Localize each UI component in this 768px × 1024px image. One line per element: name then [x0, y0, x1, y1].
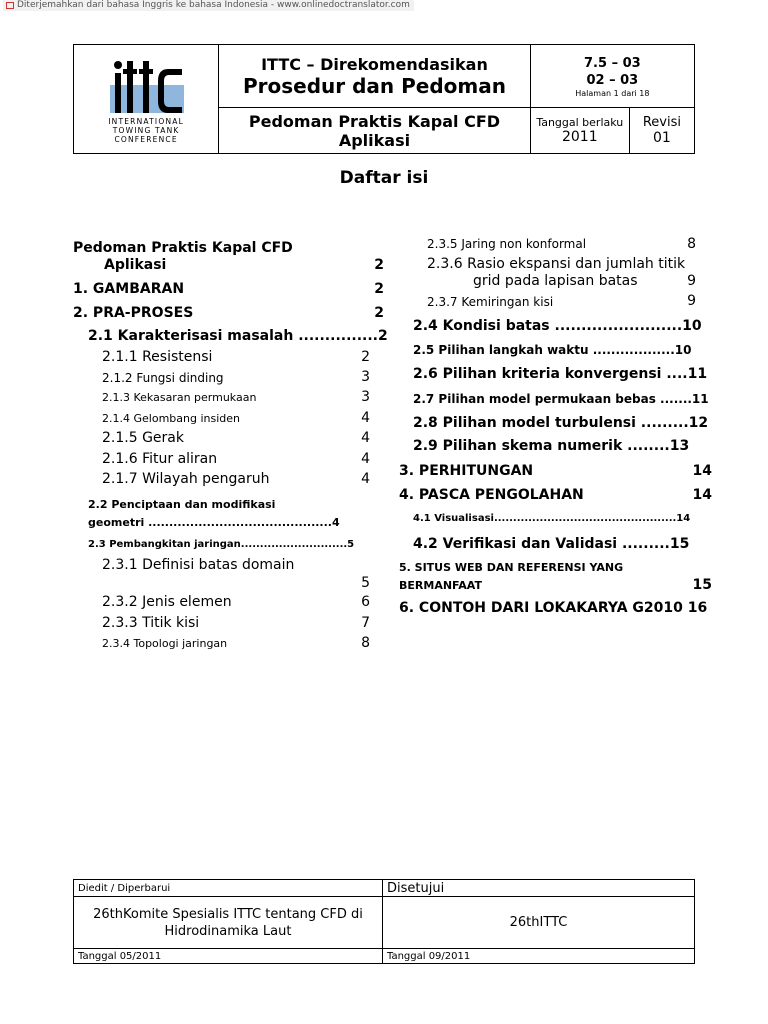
approver-cell — [383, 897, 695, 949]
toc-entry[interactable]: 2.1.4 Gelombang insiden — [102, 412, 240, 425]
toc-entry[interactable]: 2.5 Pilihan langkah waktu ..................10 — [413, 343, 692, 357]
toc-entry[interactable]: 3. PERHITUNGAN — [399, 463, 534, 479]
toc-entry[interactable]: 2.4 Kondisi batas ........................10 — [413, 318, 702, 334]
toc-page: 8 — [687, 236, 696, 252]
toc-entry[interactable]: geometri ............................................4 — [88, 516, 340, 529]
doc-code-1: 7.5 – 03 — [584, 55, 641, 71]
toc-page: 9 — [687, 273, 696, 289]
toc-page: 7 — [361, 615, 370, 631]
toc-page: 4 — [361, 410, 370, 426]
doc-type: Prosedur dan Pedoman — [242, 73, 506, 98]
toc-page: 2 — [374, 305, 384, 321]
toc-entry[interactable]: 2.3 Pembangkitan jaringan............................5 — [88, 539, 355, 550]
toc-page: 2 — [374, 281, 384, 297]
toc-entry[interactable]: 2.3.3 Titik kisi — [102, 615, 200, 631]
toc-entry[interactable]: 2.9 Pilihan skema numerik ........13 — [413, 438, 690, 454]
toc-entry[interactable]: 2.3.1 Definisi batas domain — [102, 557, 295, 573]
toc-page: 14 — [692, 487, 712, 503]
toc-page: 2 — [374, 257, 384, 273]
banner-text: Diterjemahkan dari bahasa Inggris ke bahasa Indonesia - www.onlinedoctranslator.com — [17, 0, 410, 10]
committee-text-2: Hidrodinamika Laut — [164, 923, 292, 939]
logo-line-1: INTERNATIONAL — [108, 116, 184, 126]
approved-label: Disetujui — [383, 880, 695, 897]
toc-title: Daftar isi — [339, 168, 429, 188]
toc-entry[interactable]: Aplikasi — [104, 257, 167, 273]
toc-entry[interactable]: 2.3.5 Jaring non konformal — [427, 237, 587, 251]
toc-entry[interactable]: 2.2 Penciptaan dan modifikasi — [88, 498, 276, 511]
toc-entry[interactable]: 2.1.1 Resistensi — [102, 349, 213, 365]
toc-entry[interactable]: 2.1 Karakterisasi masalah ...............2 — [88, 328, 388, 344]
toc-page: 15 — [692, 577, 712, 593]
committee-text-1: Komite Spesialis ITTC tentang CFD di — [123, 906, 363, 922]
doc-title-1: Pedoman Praktis Kapal CFD — [248, 111, 501, 131]
date-left: Tanggal 05/2011 — [74, 949, 383, 964]
revision-value: 01 — [653, 130, 671, 146]
logo-line-3: CONFERENCE — [114, 134, 178, 144]
toc-entry[interactable]: 4. PASCA PENGOLAHAN — [399, 487, 584, 503]
toc-page: 9 — [687, 293, 696, 309]
toc-entry[interactable]: 2.1.6 Fitur aliran — [102, 451, 218, 467]
edited-label: Diedit / Diperbarui — [74, 880, 383, 897]
toc-entry[interactable]: 2.3.6 Rasio ekspansi dan jumlah titik — [427, 256, 686, 272]
logo-line-2: TOWING TANK — [112, 125, 180, 135]
toc-entry[interactable]: 1. GAMBARAN — [73, 281, 185, 297]
effective-label: Tanggal berlaku — [536, 116, 624, 129]
toc-entry[interactable]: 2.3.7 Kemiringan kisi — [427, 295, 554, 309]
toc-page: 6 — [361, 594, 370, 610]
toc-entry[interactable]: 2.7 Pilihan model permukaan bebas .......11 — [413, 392, 709, 406]
toc-entry[interactable]: 2. PRA-PROSES — [73, 305, 194, 321]
doc-title-2: Aplikasi — [338, 130, 411, 150]
toc-entry[interactable]: 2.1.3 Kekasaran permukaan — [102, 391, 257, 404]
toc-entry[interactable]: 2.6 Pilihan kriteria konvergensi ....11 — [413, 366, 708, 382]
revision-label: Revisi — [642, 115, 681, 130]
page-info: Halaman 1 dari 18 — [575, 88, 650, 98]
toc-entry[interactable]: grid pada lapisan batas — [473, 273, 638, 289]
toc-entry[interactable]: 2.3.2 Jenis elemen — [102, 594, 232, 610]
toc-page: 4 — [361, 471, 370, 487]
translator-banner[interactable] — [3, 0, 414, 11]
ittc-logo — [74, 45, 219, 154]
toc-entry[interactable]: 2.3.4 Topologi jaringan — [102, 637, 228, 650]
org-line: ITTC – Direkomendasikan — [261, 54, 488, 74]
toc-page: 8 — [361, 635, 370, 651]
committee-cell — [74, 897, 383, 949]
toc-entry[interactable]: 6. CONTOH DARI LOKAKARYA G2010 16 — [399, 600, 708, 616]
toc-entry[interactable]: 5. SITUS WEB DAN REFERENSI YANG — [399, 561, 624, 574]
toc-page: 4 — [361, 430, 370, 446]
toc-entry[interactable]: 2.1.7 Wilayah pengaruh — [102, 471, 270, 487]
approval-footer — [73, 879, 695, 964]
document-header — [73, 44, 695, 154]
toc-entry[interactable]: 4.2 Verifikasi dan Validasi .........15 — [413, 536, 690, 552]
toc-entry[interactable]: 2.1.5 Gerak — [102, 430, 184, 446]
toc-page: 3 — [361, 389, 370, 405]
ittc-logo-icon — [106, 55, 186, 115]
toc-page: 4 — [361, 451, 370, 467]
toc-entry[interactable]: Pedoman Praktis Kapal CFD — [73, 240, 293, 256]
toc-entry[interactable]: BERMANFAAT — [399, 579, 482, 592]
toc-entry[interactable]: 2.8 Pilihan model turbulensi .........12 — [413, 415, 709, 431]
translate-icon — [6, 2, 14, 9]
effective-value: 2011 — [561, 129, 598, 145]
toc-entry[interactable]: 2.1.2 Fungsi dinding — [102, 371, 224, 385]
date-right: Tanggal 09/2011 — [383, 949, 695, 964]
doc-code-2: 02 – 03 — [586, 72, 639, 88]
toc-page: 5 — [361, 575, 370, 591]
toc-page: 3 — [361, 369, 370, 385]
toc-page: 2 — [361, 349, 370, 365]
committee-number: 26th — [93, 906, 124, 922]
toc-entry[interactable]: 4.1 Visualisasi................................................14 — [413, 513, 691, 524]
approver-number: 26th — [509, 915, 540, 930]
toc-page: 14 — [692, 463, 712, 479]
approver-text: ITTC — [539, 915, 568, 930]
